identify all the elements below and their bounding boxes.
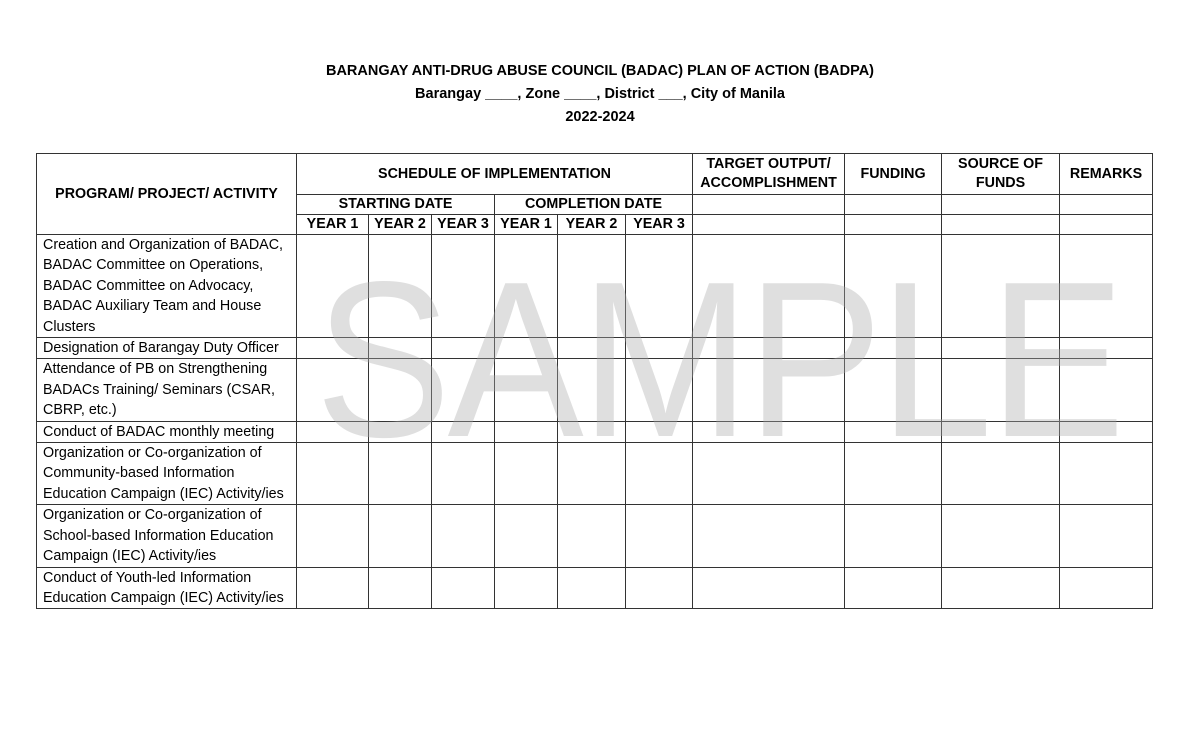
table-row — [37, 421, 1153, 442]
empty-cell — [626, 235, 693, 338]
empty-cell — [845, 235, 942, 338]
empty-cell — [942, 505, 1060, 567]
empty-cell — [845, 421, 942, 442]
activity-cell: Attendance of PB on Strengthening BADACs Training/ Seminars (CSAR, CBRP, etc.) — [37, 359, 297, 421]
empty-cell — [626, 567, 693, 609]
activity-cell: Creation and Organization of BADAC, BADAC Committee on Operations, BADAC Committee on Advocacy, BADAC Auxiliary Team and House Clusters — [37, 235, 297, 338]
document-title: BARANGAY ANTI-DRUG ABUSE COUNCIL (BADAC) PLAN OF ACTION (BADPA) — [325, 63, 875, 79]
empty-cell — [432, 421, 495, 442]
header-funding: FUNDING — [845, 154, 942, 195]
empty-cell — [693, 235, 845, 338]
empty-cell — [1060, 235, 1153, 338]
empty-cell — [942, 195, 1060, 215]
header-target-output: TARGET OUTPUT/ ACCOMPLISHMENT — [693, 154, 845, 195]
header-start-year-2: YEAR 2 — [369, 215, 432, 235]
empty-cell — [558, 443, 626, 505]
empty-cell — [297, 505, 369, 567]
empty-cell — [297, 443, 369, 505]
empty-cell — [369, 421, 432, 442]
document-header — [0, 60, 1200, 129]
empty-cell — [942, 567, 1060, 609]
table-row — [37, 235, 1153, 338]
empty-cell — [626, 421, 693, 442]
empty-cell — [693, 338, 845, 359]
empty-cell — [369, 235, 432, 338]
empty-cell — [432, 359, 495, 421]
empty-cell — [845, 567, 942, 609]
table-row — [37, 338, 1153, 359]
empty-cell — [845, 215, 942, 235]
empty-cell — [693, 359, 845, 421]
table-row — [37, 505, 1153, 567]
empty-cell — [432, 567, 495, 609]
empty-cell — [558, 567, 626, 609]
header-program: PROGRAM/ PROJECT/ ACTIVITY — [37, 154, 297, 235]
empty-cell — [845, 359, 942, 421]
empty-cell — [942, 443, 1060, 505]
empty-cell — [495, 359, 558, 421]
empty-cell — [297, 421, 369, 442]
empty-cell — [432, 505, 495, 567]
empty-cell — [495, 235, 558, 338]
document-years: 2022-2024 — [565, 109, 635, 125]
empty-cell — [432, 338, 495, 359]
empty-cell — [1060, 505, 1153, 567]
empty-cell — [297, 359, 369, 421]
empty-cell — [558, 505, 626, 567]
empty-cell — [626, 338, 693, 359]
table-row — [37, 443, 1153, 505]
empty-cell — [1060, 195, 1153, 215]
empty-cell — [693, 421, 845, 442]
empty-cell — [693, 505, 845, 567]
header-end-year-3: YEAR 3 — [626, 215, 693, 235]
empty-cell — [1060, 359, 1153, 421]
table-row — [37, 359, 1153, 421]
empty-cell — [693, 443, 845, 505]
empty-cell — [845, 338, 942, 359]
empty-cell — [369, 443, 432, 505]
empty-cell — [369, 505, 432, 567]
activity-rows — [37, 235, 1153, 609]
sample-watermark: SAMPLE — [315, 236, 1122, 484]
empty-cell — [297, 338, 369, 359]
activity-cell: Organization or Co-organization of Community-based Information Education Campaign (IEC) Activity/ies — [37, 443, 297, 505]
activity-cell: Organization or Co-organization of School-based Information Education Campaign (IEC) Activity/ies — [37, 505, 297, 567]
activity-cell: Designation of Barangay Duty Officer — [37, 338, 297, 359]
empty-cell — [558, 235, 626, 338]
activity-cell: Conduct of BADAC monthly meeting — [37, 421, 297, 442]
empty-cell — [495, 505, 558, 567]
empty-cell — [297, 235, 369, 338]
header-remarks: REMARKS — [1060, 154, 1153, 195]
empty-cell — [626, 443, 693, 505]
empty-cell — [369, 567, 432, 609]
header-completion-date: COMPLETION DATE — [495, 195, 693, 215]
empty-cell — [432, 443, 495, 505]
plan-of-action-table — [36, 153, 1153, 609]
empty-cell — [1060, 421, 1153, 442]
empty-cell — [558, 338, 626, 359]
empty-cell — [845, 195, 942, 215]
empty-cell — [297, 567, 369, 609]
empty-cell — [626, 359, 693, 421]
table-row — [37, 567, 1153, 609]
empty-cell — [942, 235, 1060, 338]
empty-cell — [495, 567, 558, 609]
header-source-of-funds: SOURCE OF FUNDS — [942, 154, 1060, 195]
empty-cell — [845, 443, 942, 505]
empty-cell — [369, 338, 432, 359]
empty-cell — [369, 359, 432, 421]
empty-cell — [942, 215, 1060, 235]
empty-cell — [845, 505, 942, 567]
empty-cell — [942, 338, 1060, 359]
header-start-year-1: YEAR 1 — [297, 215, 369, 235]
header-schedule: SCHEDULE OF IMPLEMENTATION — [297, 154, 693, 195]
empty-cell — [495, 338, 558, 359]
empty-cell — [1060, 338, 1153, 359]
empty-cell — [558, 421, 626, 442]
empty-cell — [1060, 567, 1153, 609]
empty-cell — [495, 421, 558, 442]
empty-cell — [626, 505, 693, 567]
empty-cell — [693, 567, 845, 609]
empty-cell — [432, 235, 495, 338]
empty-cell — [1060, 215, 1153, 235]
empty-cell — [558, 359, 626, 421]
header-end-year-2: YEAR 2 — [558, 215, 626, 235]
header-starting-date: STARTING DATE — [297, 195, 495, 215]
header-end-year-1: YEAR 1 — [495, 215, 558, 235]
empty-cell — [693, 195, 845, 215]
empty-cell — [693, 215, 845, 235]
document-subtitle: Barangay ____, Zone ____, District ___, City of Manila — [415, 86, 785, 102]
activity-cell: Conduct of Youth-led Information Education Campaign (IEC) Activity/ies — [37, 567, 297, 609]
empty-cell — [1060, 443, 1153, 505]
empty-cell — [942, 359, 1060, 421]
header-start-year-3: YEAR 3 — [432, 215, 495, 235]
empty-cell — [495, 443, 558, 505]
empty-cell — [942, 421, 1060, 442]
